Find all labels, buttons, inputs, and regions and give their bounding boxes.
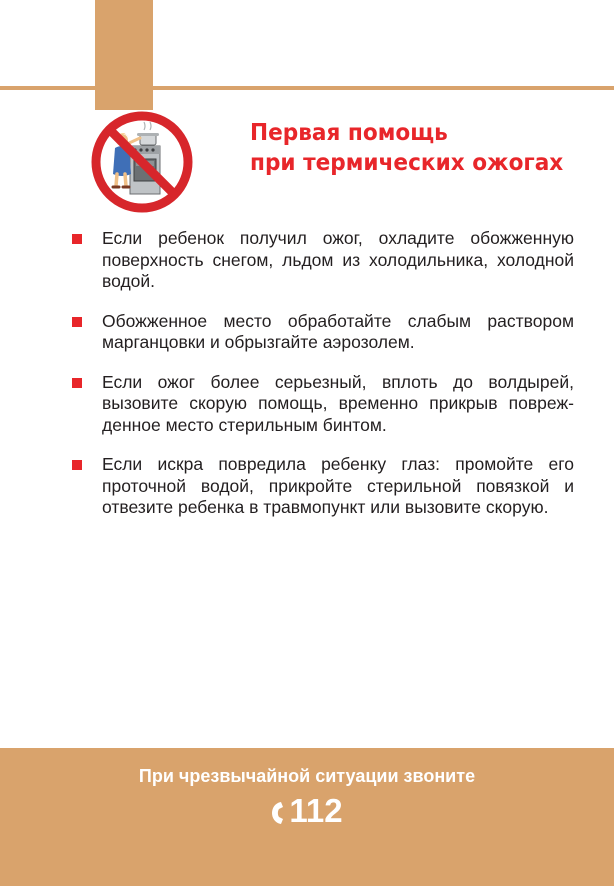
accent-bar-vertical	[95, 0, 153, 110]
bullet-square-icon	[72, 234, 82, 244]
page-title	[250, 118, 590, 178]
list-item	[72, 372, 574, 437]
list-item-text: Если ожог более серьезный, вплоть до волдырей, вызовите скорую помощь, временно прикрыв поврежденное место стерильным бинтом.	[102, 371, 574, 435]
page-title-line-2: при термических ожогах	[250, 150, 564, 176]
emergency-phone	[0, 790, 614, 832]
bullet-square-icon	[72, 378, 82, 388]
bullet-square-icon	[72, 460, 82, 470]
list-item-text: Если ребенок получил ожог, охладите обожженную поверхность снегом, льдом из холодильника, холодной водой.	[102, 228, 574, 291]
list-item	[72, 311, 574, 354]
bullet-square-icon	[72, 317, 82, 327]
list-item-text: Обожженное место обработайте слабым раствором марганцовки и обрызгайте аэрозолем.	[102, 310, 574, 352]
emergency-call-text: При чрезвычайной ситуации звоните	[138, 766, 476, 786]
accent-divider-line	[0, 86, 614, 90]
prohibition-sign-icon	[90, 110, 194, 214]
emergency-phone-number: 112	[289, 792, 343, 829]
list-item	[72, 454, 574, 519]
phone-handset-icon	[271, 801, 285, 825]
page-title-line-1: Первая помощь	[250, 120, 448, 146]
list-item	[72, 228, 574, 293]
list-item-text: Если искра повредила ребенку глаз: промойте его проточной водой, прикройте стерильной повязкой и отвезите ребенка в травмопункт или вызовите скорую.	[102, 454, 574, 517]
first-aid-instructions-list	[72, 228, 574, 537]
